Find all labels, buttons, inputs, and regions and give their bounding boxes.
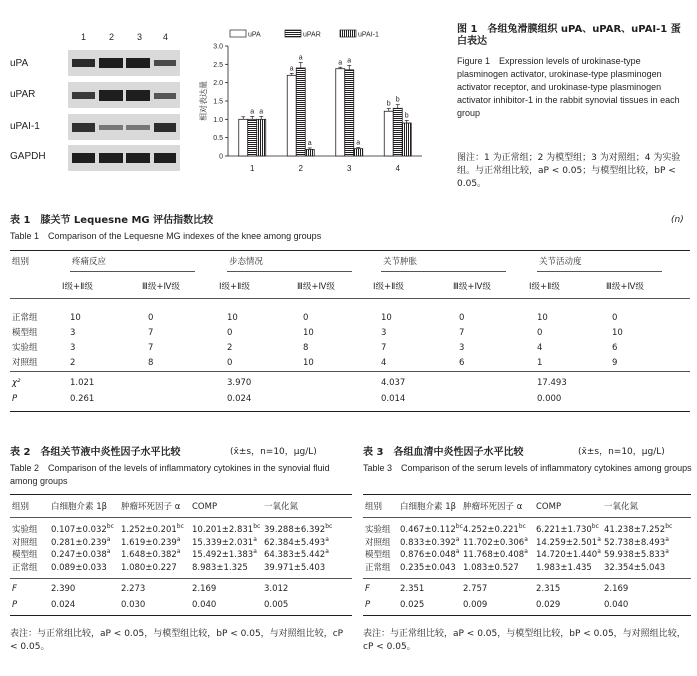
table1-cell: 3	[459, 343, 465, 353]
x-tick-label: 2	[298, 164, 303, 173]
table2-cell: 1.252±0.201$^{bc}$	[121, 523, 184, 535]
y-tick-label: 0.5	[213, 135, 223, 143]
significance-mark: a	[176, 548, 181, 556]
table1-cell: 2	[70, 358, 76, 368]
table2-cell: 0.281±0.239$^a$	[51, 535, 111, 548]
y-tick-label: 1.5	[213, 98, 223, 106]
table3-stat-cell: 2.169	[604, 584, 629, 594]
y-tick-label: 1.0	[213, 116, 223, 124]
table1-unit: (n)	[671, 215, 684, 225]
table2-header: 一氧化氮	[264, 502, 299, 512]
table3-cell: 14.720±1.440$^a$	[536, 548, 601, 560]
table1-col-group-header: 步态情况	[229, 257, 264, 267]
significance-mark: a	[325, 548, 329, 556]
table1-cell: 10	[70, 313, 81, 323]
table3-header: COMP	[536, 502, 562, 512]
significance-mark: a	[106, 535, 111, 543]
table2-row-label: 对照组	[12, 537, 38, 548]
blot-lane-label: 2	[109, 32, 115, 42]
table2-row-label: 模型组	[12, 550, 38, 560]
table3-cell: 11.702±0.306$^a$	[463, 535, 528, 548]
table1-cell: 7	[381, 343, 387, 353]
table1-cell: 7	[148, 343, 154, 353]
significance-mark: bc	[591, 523, 599, 531]
blot-row-label: uPAR	[10, 89, 36, 100]
table3-note: 表注：与正常组比较，aP < 0.05，与模型组比较，bP < 0.05，与对照组比较，cP < 0.05。	[363, 629, 686, 652]
table3-cell: 11.768±0.408$^a$	[463, 548, 528, 560]
bar	[305, 149, 314, 156]
table3-cell: 0.467±0.112$^{bc}$	[400, 523, 463, 535]
table2-stat-cell: 2.169	[192, 584, 217, 594]
blot-lane-label: 1	[81, 32, 87, 42]
table1-sub-header: Ⅲ级+Ⅳ级	[142, 282, 180, 292]
table1-cell: 10	[303, 358, 314, 368]
table1-stat-cell: 0.024	[227, 394, 252, 404]
bar	[239, 119, 248, 156]
bar-annotation: a	[289, 65, 294, 73]
bar-annotation: a	[250, 108, 255, 116]
table2-stat-cell: 0.030	[121, 600, 146, 610]
table3-cell: 1.983±1.435	[536, 562, 592, 573]
bar-annotation: a	[259, 108, 264, 116]
table1-cell: 0	[459, 313, 465, 323]
table2-cell: 39.971±5.403	[264, 562, 326, 573]
significance-mark: a	[253, 548, 257, 556]
table2-unit: (x̄±s，n=10，μg/L)	[230, 447, 317, 457]
blot-lane-label: 4	[163, 32, 169, 42]
bar	[402, 123, 411, 156]
table1-title-cn: 表 1 膝关节 Lequesne MG 评估指数比较	[10, 215, 214, 226]
table2-cell: 0.089±0.033	[51, 562, 107, 573]
legend-swatch	[285, 30, 301, 37]
table1-sub-header: Ⅲ级+Ⅳ级	[297, 282, 335, 292]
y-axis-label: 相对表达量	[199, 81, 208, 121]
table1-group-underline	[381, 271, 506, 272]
table1-col-group-header: 关节活动度	[539, 257, 582, 267]
table3-stat-label: P	[365, 600, 371, 610]
western-blot	[8, 22, 186, 174]
table2-cell: 1.648±0.382$^a$	[121, 548, 181, 560]
table2-cell: 15.492±1.383$^a$	[192, 548, 257, 560]
table1-cell: 1	[537, 358, 543, 368]
bar-annotation: b	[404, 112, 409, 120]
table1-cell: 6	[612, 343, 618, 353]
table2-header-rule	[10, 517, 352, 518]
x-tick-label: 1	[250, 164, 255, 173]
table2-cell: 64.383±5.442$^a$	[264, 548, 329, 560]
blot-row-label: uPAI-1	[10, 121, 40, 132]
table1-row-label: 正常组	[12, 313, 38, 323]
significance-mark: bc	[325, 523, 333, 531]
table1-cell: 10	[381, 313, 392, 323]
table1-stat-cell: 3.970	[227, 378, 252, 388]
table2-stat-cell: 0.024	[51, 600, 76, 610]
table2-note: 表注：与正常组比较，aP < 0.05，与模型组比较，bP < 0.05，与对照组比较，cP < 0.05。	[10, 629, 344, 652]
table3-unit: (x̄±s，n=10，μg/L)	[578, 447, 665, 457]
table1-sub-header: Ⅰ级+Ⅱ级	[62, 282, 93, 292]
blot-panel-upar	[68, 82, 180, 108]
bar	[345, 70, 354, 156]
y-tick-label: 0	[219, 153, 223, 161]
bar-chart	[190, 28, 430, 198]
table1-cell: 8	[303, 343, 309, 353]
table3-cell: 32.354±5.043	[604, 562, 666, 573]
significance-mark: bc	[518, 523, 526, 531]
table3-cell: 0.876±0.048$^a$	[400, 548, 460, 560]
table1-cell: 2	[227, 343, 233, 353]
legend-label: uPA	[248, 31, 261, 39]
table3-header: 白细胞介素 1β	[400, 502, 457, 512]
table1-stat-cell: 0.014	[381, 394, 406, 404]
significance-mark: a	[176, 535, 181, 543]
table3-cell: 14.259±2.501$^a$	[536, 535, 601, 548]
significance-mark: a	[597, 548, 601, 556]
table1-cell: 10	[612, 328, 623, 338]
table2-title-en: Table 2 Comparison of the levels of inflammatory cytokines in the synovial fluid among groups	[10, 463, 330, 486]
table3-row-label: 对照组	[365, 537, 391, 548]
table1-cell: 7	[148, 328, 154, 338]
table2-row-label: 实验组	[12, 525, 38, 535]
blot-row-label: uPA	[10, 58, 29, 69]
significance-mark: bc	[253, 523, 261, 531]
table1-cell: 0	[303, 313, 309, 323]
significance-mark: bc	[665, 523, 673, 531]
table1-cell: 0	[148, 313, 154, 323]
table1-col-group-header: 疼痛反应	[72, 257, 107, 267]
table1-sub-header: Ⅲ级+Ⅳ级	[453, 282, 491, 292]
table1-cell: 10	[227, 313, 238, 323]
table2-header: 肿瘤坏死因子 α	[121, 502, 181, 512]
table3-header-rule	[363, 517, 691, 518]
bar-annotation: a	[307, 139, 312, 147]
table1-top-rule	[10, 250, 690, 251]
table3-cell: 41.238±7.252$^{bc}$	[604, 523, 673, 535]
bar	[384, 111, 393, 156]
table2-cell: 8.983±1.325	[192, 562, 248, 573]
table1-header-rule	[10, 298, 690, 299]
table3-bottom-rule	[363, 615, 691, 616]
table1-group-underline	[227, 271, 352, 272]
table1-cell: 3	[70, 328, 76, 338]
significance-mark: a	[524, 535, 528, 543]
table2-stats-rule	[10, 578, 352, 579]
table2-cell: 39.288±6.392$^{bc}$	[264, 523, 333, 535]
table1-sub-header: Ⅰ级+Ⅱ级	[529, 282, 560, 292]
table1-cell: 10	[537, 313, 548, 323]
table1-stat-cell: 17.493	[537, 378, 567, 388]
table1-col-group-header: 关节肿胀	[383, 257, 418, 267]
table1-sub-header: Ⅰ级+Ⅱ级	[373, 282, 404, 292]
bar	[336, 69, 345, 156]
table3-cell: 52.738±8.493$^a$	[604, 535, 669, 548]
table1-stat-cell: 0.000	[537, 394, 562, 404]
y-tick-label: 3.0	[213, 43, 223, 51]
table2-stat-cell: 3.012	[264, 584, 289, 594]
significance-mark: a	[325, 535, 329, 543]
table1-cell: 0	[537, 328, 543, 338]
table2-cell: 62.384±5.493$^a$	[264, 535, 329, 548]
table1-cell: 0	[227, 328, 233, 338]
table2-top-rule	[10, 494, 352, 495]
bar-annotation: b	[386, 100, 391, 108]
table1-stat-label: P	[12, 394, 18, 404]
significance-mark: bc	[455, 523, 463, 531]
table3-cell: 0.833±0.392$^a$	[400, 535, 460, 548]
table3-row-label: 正常组	[365, 562, 391, 573]
significance-mark: a	[455, 535, 460, 543]
bar	[287, 75, 296, 156]
table3-row-label: 模型组	[365, 550, 391, 560]
table3-header: 组别	[365, 502, 383, 512]
table1-stat-cell: 1.021	[70, 378, 95, 388]
table1-stat-cell: 0.261	[70, 394, 95, 404]
blot-row-label: GAPDH	[10, 151, 46, 162]
table1-stat-label: χ²	[12, 378, 21, 388]
table1-cell: 8	[148, 358, 154, 368]
table1-row-label: 模型组	[12, 328, 38, 338]
table1-cell: 4	[381, 358, 387, 368]
y-tick-label: 2.5	[213, 61, 223, 69]
bar	[296, 68, 305, 156]
table3-stat-cell: 0.025	[400, 600, 425, 610]
table3-stat-cell: 2.315	[536, 584, 561, 594]
table2-cell: 1.080±0.227	[121, 562, 177, 573]
table1-cell: 6	[459, 358, 465, 368]
bar-annotation: a	[338, 59, 343, 67]
table3-cell: 0.235±0.043	[400, 562, 456, 573]
blot-panel-upa	[68, 50, 180, 76]
table1-bottom-rule	[10, 411, 690, 412]
table2-header: COMP	[192, 502, 218, 512]
table3-stat-label: F	[365, 584, 370, 594]
table1-cell: 3	[381, 328, 387, 338]
table2-cell: 0.247±0.038$^a$	[51, 548, 111, 560]
table2-cell: 1.619±0.239$^a$	[121, 535, 181, 548]
table1-title-en: Table 1 Comparison of the Lequesne MG indexes of the knee among groups	[10, 231, 322, 241]
table3-header: 一氧化氮	[604, 502, 639, 512]
bar	[354, 149, 363, 156]
significance-mark: bc	[176, 523, 184, 531]
table3-cell: 1.083±0.527	[463, 562, 519, 573]
blot-lane-label: 3	[137, 32, 143, 42]
table3-cell: 59.938±5.833$^a$	[604, 548, 669, 560]
x-tick-label: 3	[347, 164, 352, 173]
table1-cell: 4	[537, 343, 543, 353]
bar	[393, 108, 402, 156]
table1-group-underline	[70, 271, 195, 272]
table3-row-label: 实验组	[365, 525, 391, 535]
table1-cell: 0	[227, 358, 233, 368]
significance-mark: bc	[106, 523, 114, 531]
significance-mark: a	[253, 535, 257, 543]
table2-stat-cell: 2.273	[121, 584, 146, 594]
bar	[248, 119, 257, 156]
table1-cell: 10	[303, 328, 314, 338]
table1-cell: 9	[612, 358, 618, 368]
table2-cell: 10.201±2.831$^{bc}$	[192, 523, 261, 535]
table1-row-label: 实验组	[12, 343, 38, 353]
table3-cell: 4.252±0.221$^{bc}$	[463, 523, 526, 535]
table2-stat-label: F	[12, 584, 17, 594]
table2-stat-label: P	[12, 600, 18, 610]
bar-annotation: a	[347, 57, 352, 65]
bar-annotation: a	[356, 139, 361, 147]
table1-row-label: 对照组	[12, 358, 38, 368]
blot-panel-upai1	[68, 114, 180, 140]
table2-header: 组别	[12, 502, 30, 512]
significance-mark: a	[597, 535, 601, 543]
bar-annotation: b	[395, 96, 400, 104]
significance-mark: a	[665, 548, 669, 556]
table2-stat-cell: 0.040	[192, 600, 217, 610]
significance-mark: a	[524, 548, 528, 556]
table3-header: 肿瘤坏死因子 α	[463, 502, 523, 512]
table1-cell: 0	[612, 313, 618, 323]
legend-swatch	[230, 30, 246, 37]
legend-label: uPAI-1	[358, 31, 379, 39]
table3-stats-rule	[363, 578, 691, 579]
x-tick-label: 4	[395, 164, 400, 173]
table1-stat-cell: 4.037	[381, 378, 406, 388]
table2-title-cn: 表 2 各组关节液中炎性因子水平比较	[10, 447, 181, 458]
table3-title-en: Table 3 Comparison of the serum levels of inflammatory cytokines among groups	[363, 463, 692, 473]
table3-top-rule	[363, 494, 691, 495]
table2-cell: 15.339±2.031$^a$	[192, 535, 257, 548]
table3-title-cn: 表 3 各组血清中炎性因子水平比较	[363, 447, 524, 458]
significance-mark: a	[665, 535, 669, 543]
legend-swatch	[340, 30, 356, 37]
table3-stat-cell: 2.351	[400, 584, 425, 594]
table2-bottom-rule	[10, 615, 352, 616]
y-tick-label: 2.0	[213, 80, 223, 88]
significance-mark: a	[455, 548, 460, 556]
figure-caption-cn: 图 1 各组兔滑膜组织 uPA、uPAR、uPAI-1 蛋白表达	[457, 24, 681, 47]
table2-row-label: 正常组	[12, 562, 38, 573]
table1-cell: 7	[459, 328, 465, 338]
figure-caption-en: Figure 1 Expression levels of urokinase-type plasminogen activator, urokinase-type plasminogen activator receptor, and urokinase-type plasminogen activator inhibitor-1 in the rabbit synovial tissues in each group	[457, 56, 680, 118]
significance-mark: a	[106, 548, 111, 556]
table1-group-header: 组别	[12, 257, 30, 267]
table2-stat-cell: 0.005	[264, 600, 289, 610]
bar	[257, 119, 266, 156]
table1-stats-rule	[10, 371, 690, 372]
table3-stat-cell: 0.009	[463, 600, 488, 610]
figure-note: 图注：1 为正常组；2 为模型组；3 为对照组；4 为实验组。与正常组比较，aP < 0.05；与模型组比较，bP < 0.05。	[457, 153, 681, 189]
table2-header: 白细胞介素 1β	[51, 502, 108, 512]
table3-cell: 6.221±1.730$^{bc}$	[536, 523, 599, 535]
legend-label: uPAR	[303, 31, 321, 39]
blot-panel-gapdh	[68, 145, 180, 171]
table3-stat-cell: 0.040	[604, 600, 629, 610]
table1-cell: 3	[70, 343, 76, 353]
table1-sub-header: Ⅲ级+Ⅳ级	[606, 282, 644, 292]
table3-stat-cell: 2.757	[463, 584, 488, 594]
table2-cell: 0.107±0.032$^{bc}$	[51, 523, 114, 535]
table1-group-underline	[537, 271, 662, 272]
table2-stat-cell: 2.390	[51, 584, 76, 594]
table1-sub-header: Ⅰ级+Ⅱ级	[219, 282, 250, 292]
bar-annotation: a	[298, 54, 303, 62]
table3-stat-cell: 0.029	[536, 600, 561, 610]
